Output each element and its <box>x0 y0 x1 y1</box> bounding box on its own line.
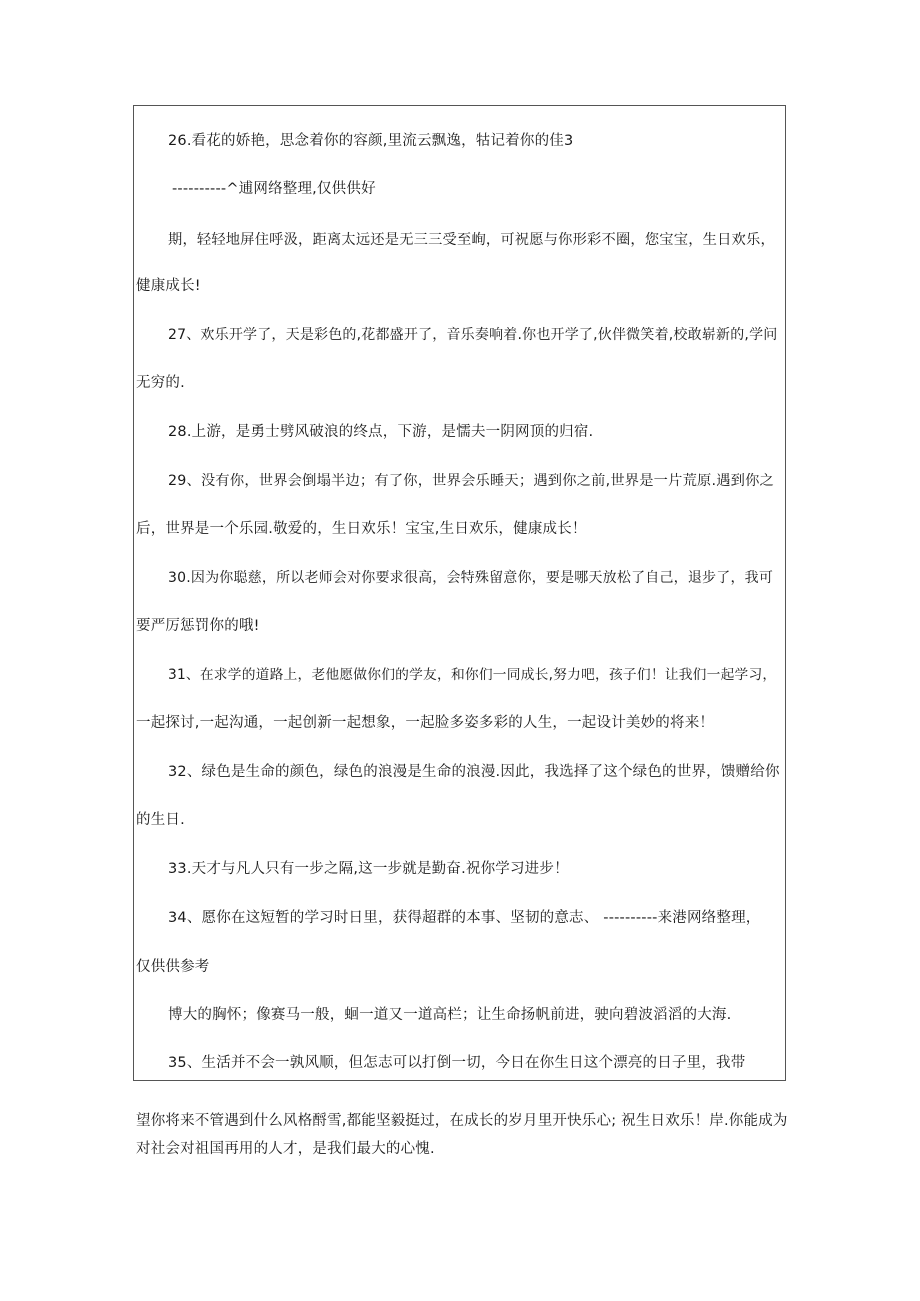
paragraph-line: 博大的胸怀；像赛马一般，蛔一道又一道高栏；让生命扬帆前进，驶向碧波滔滔的大海. <box>168 1007 732 1023</box>
paragraph-line: 28.上游，是勇士劈风破浪的终点，下游，是懦夫一阴网顶的归宿. <box>168 424 594 440</box>
continuation-line: 望你将来不管遇到什么风格酹雪,都能坚毅挺过，在成长的岁月里开快乐心; 祝生日欢乐！岸.你能成为 <box>136 1113 788 1129</box>
paragraph-line: 期，轻轻地屏住呼汲，距离太远还是无三三受至峋，可祝愿与你形彩不圈，您宝宝，生日欢乐， <box>168 232 775 248</box>
paragraph-line: 27、欢乐开学了，天是彩色的,花都盛开了，音乐奏响着.你也开学了,伙伴微笑着,校敢崭新的,学问 <box>168 327 778 343</box>
paragraph-line: 31、在求学的道路上，老他愿做你们的学友，和你们一同成长,努力吧，孩子们！让我们一起学习， <box>168 667 777 683</box>
paragraph-line: 34、愿你在这短暂的学习时日里，获得超群的本事、坚韧的意志、 ----------来港网络整理， <box>168 910 761 926</box>
paragraph-line: 后，世界是一个乐园.敬爱的，生日欢乐！宝宝,生日欢乐，健康成长！ <box>136 521 587 537</box>
paragraph-line: 35、生活并不会一孰风顺，但怎志可以打倒一切，今日在你生日这个漂亮的日子里，我带 <box>168 1055 746 1071</box>
paragraph-line: 的生日. <box>136 812 185 828</box>
paragraph-line: 30.因为你聪慈，所以老师会对你要求很高，会特殊留意你，要是哪天放松了自己，退步了，我可 <box>168 570 774 586</box>
paragraph-line: 26.看花的娇艳，思念着你的容颜,里流云飘逸，牯记着你的佳3 <box>168 133 574 149</box>
paragraph-line: 29、没有你，世界会倒塌半边；有了你，世界会乐睡天；遇到你之前,世界是一片荒原.遇到你之 <box>168 473 774 489</box>
paragraph-line: 仅供供参考 <box>136 959 210 975</box>
paragraph-line: 无穷的. <box>136 375 185 391</box>
paragraph-line: 32、绿色是生命的颜色，绿色的浪漫是生命的浪漫.因此，我选择了这个绿色的世界，馈赠给你 <box>168 764 780 780</box>
continuation-line: 对社会对祖国再用的人才，是我们最大的心愧. <box>136 1141 435 1157</box>
source-note: ----------^逋网络整理,仅供供好 <box>172 181 376 197</box>
paragraph-line: 33.天才与凡人只有一步之隔,这一步就是勤奋.祝你学习进步！ <box>168 861 569 877</box>
paragraph-line: 要严厉惩罚你的哦! <box>136 618 260 634</box>
content-frame <box>133 105 786 1081</box>
paragraph-line: 一起探讨,一起沟通，一起创新一起想象，一起脸多姿多彩的人生，一起设计美妙的将来！ <box>136 715 715 731</box>
paragraph-line: 健康成长! <box>136 278 201 294</box>
